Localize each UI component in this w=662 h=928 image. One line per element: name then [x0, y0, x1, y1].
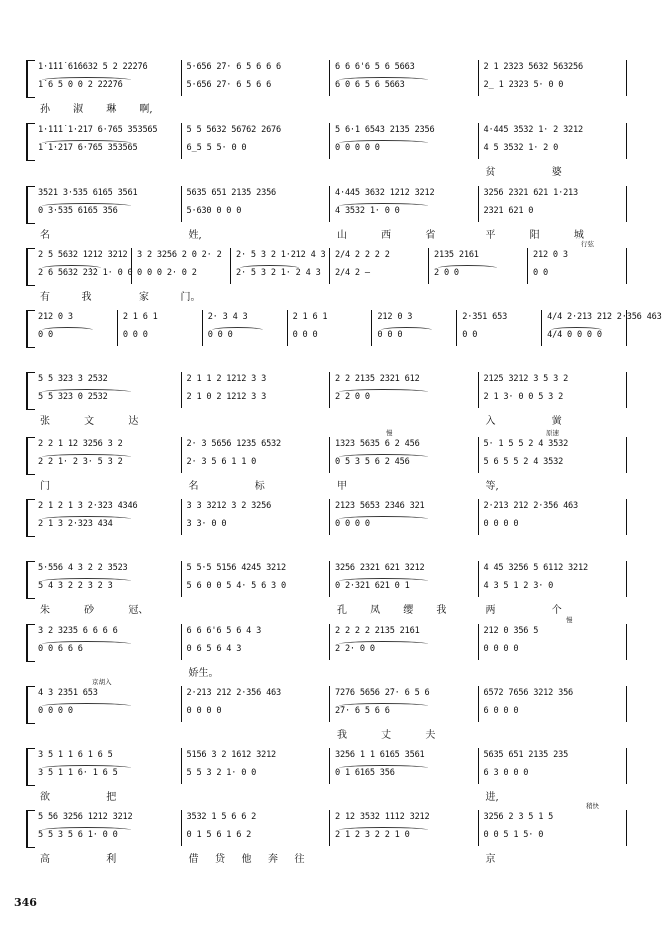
score-system	[26, 616, 634, 679]
measure-notes: 0 0	[462, 330, 478, 340]
measure-notes: 3532 1 5 6 6 2	[186, 812, 257, 822]
measure-notes: 0 1 5 6 1 6 2	[186, 830, 252, 840]
measure-notes: 2 1 2323 5632 563256	[483, 62, 583, 72]
accompaniment-line	[36, 330, 630, 346]
measure-notes: 1·1̇1̇1̇ 1·217 6·765 353565	[38, 125, 158, 135]
slur	[42, 765, 131, 771]
melody-line	[36, 374, 630, 390]
lyric-char: 进,	[485, 792, 499, 803]
measure-notes: 4/4 2·213 212 2·356 463	[547, 312, 662, 322]
system-brace	[26, 437, 35, 475]
lyrics-line	[36, 664, 630, 678]
score-system	[26, 310, 662, 364]
lyric-char: 阳	[529, 230, 540, 241]
slur	[339, 454, 428, 460]
lyric-char: 两	[485, 605, 496, 616]
lyric-char: 朱	[40, 605, 50, 616]
measure-notes: 2/4 2 2 2 2	[335, 250, 390, 260]
lyric-char: 甲	[337, 481, 347, 492]
measure-notes: 0 0 0 0	[186, 706, 222, 716]
lyrics-line	[36, 788, 630, 802]
melody-line	[36, 501, 630, 517]
lyric-char: 黉	[551, 416, 562, 427]
measure-notes: 5 5 3 5 6 1· 0 0	[38, 830, 118, 840]
measure-notes: 0 0 5 1 5· 0	[483, 830, 544, 840]
system-brace	[26, 186, 35, 224]
measure-notes: 2 1 1 2 1212 3 3	[186, 374, 267, 384]
measure-notes: 4 3 2351 653	[38, 688, 98, 698]
measure-notes: 212 0 3	[38, 312, 73, 322]
score-system	[26, 123, 634, 177]
measure-notes: 2 1 3 2·323 434	[38, 519, 113, 529]
score-system	[26, 186, 634, 240]
score-system	[26, 240, 634, 303]
lyric-char: 奔	[268, 854, 278, 865]
melody-line	[36, 688, 630, 704]
measure-notes: 5·656 2̇7· 6 5 6 6 6	[186, 62, 282, 72]
measure-notes: 2 12 3532 1112 3212	[335, 812, 430, 822]
measure-notes: 4 3 5 1 2 3· 0	[483, 581, 554, 591]
tempo-mark: 慢	[566, 616, 573, 624]
measure-notes: 5·630 0 0 0	[186, 206, 242, 216]
lyric-char: 入	[485, 416, 496, 427]
melody-line	[36, 188, 630, 204]
lyric-char: 砂	[84, 605, 95, 616]
system-brace	[26, 372, 35, 410]
measure-notes: 6 3 0 0 0	[483, 768, 529, 778]
measure-notes: 3521 3·535 6165 3561	[38, 188, 138, 198]
measure-notes: 2 2 2135 2321 612	[335, 374, 420, 384]
measure-notes: 0 0 0 0	[483, 519, 519, 529]
measure-notes: 2 2 1· 2 3· 5 3 2	[38, 457, 123, 467]
lyric-char: 凤	[370, 605, 381, 616]
lyric-char: 等,	[485, 481, 499, 492]
measure-notes: 0 0 6 6 6	[38, 644, 83, 654]
system-brace	[26, 248, 35, 286]
system-brace	[26, 499, 35, 537]
measure-notes: 1̇ 6 5 0 0 2 2̇2̇2̇7̇6	[38, 80, 123, 90]
lyrics-line	[36, 850, 630, 864]
lyric-char: 娇生。	[188, 668, 219, 679]
measure-notes: 2 1 2 3 2 2 1 0	[335, 830, 410, 840]
measure-notes: 2 1 6 1	[292, 312, 328, 322]
slur	[339, 140, 428, 146]
lyric-char: 达	[128, 416, 139, 427]
lyric-char: 他	[241, 854, 252, 865]
measure-notes: 2125 3212 3 5 3 2	[483, 374, 569, 384]
measure-notes: 0 0 0	[377, 330, 403, 340]
measure-notes: 6 0 6 5 6 5663	[335, 80, 405, 90]
measure-notes: 7276 5656 2̇7· 6 5 6	[335, 688, 430, 698]
lyric-char: 城	[573, 230, 584, 241]
tempo-mark: 慢	[386, 429, 393, 437]
measure-notes: 2 2 0 0	[335, 392, 370, 402]
measure-notes: 1·1̇1̇1̇ 6̇1̇6632 5 2 2̇2̇2̇7̇6	[38, 62, 148, 72]
measure-notes: 3 2 3256 2 0 2· 2	[137, 250, 222, 260]
slur	[339, 516, 428, 522]
lyric-char: 欲	[40, 792, 50, 803]
measure-notes: 6 6 6'6 5 6 4 3	[186, 626, 262, 636]
measure-notes: 2̇7· 6 5 6 6	[335, 706, 390, 716]
slur	[42, 703, 131, 709]
measure-notes: 3256 2321 621 1·213	[483, 188, 579, 198]
measure-notes: 0 3·535 6165 356	[38, 206, 118, 216]
measure-notes: 2 5 5632 1212 3212	[38, 250, 128, 260]
measure-notes: 5 6 0 0 5 4· 5 6 3 0	[186, 581, 286, 591]
measure-notes: 5 5 3 2 1· 0 0	[186, 768, 257, 778]
measure-notes: 2·213 212 2·356 463	[186, 688, 282, 698]
measure-notes: 3 3· 0 0	[186, 519, 227, 529]
slur	[42, 265, 101, 271]
slur	[42, 140, 131, 146]
score-system	[26, 60, 634, 114]
measure-notes: 3256 2321 621 3212	[335, 563, 425, 573]
lyric-char: 利	[106, 854, 117, 865]
measure-notes: 6 6 6'6 5 6 5663	[335, 62, 415, 72]
measure-notes: 5·656 2̇7· 6 5 6 6	[186, 80, 272, 90]
system-brace	[26, 624, 35, 662]
measure-notes: 2· 5 3 2 1· 2 4 3	[236, 268, 321, 278]
measure-notes: 0 0	[533, 268, 548, 278]
measure-notes: 2 2 1 12 3256 3 2	[38, 439, 123, 449]
score-system	[26, 372, 634, 426]
lyric-char: 标	[254, 481, 265, 492]
system-brace	[26, 686, 35, 724]
measure-notes: 0 1 6165 356	[335, 768, 395, 778]
measure-notes: 1̇ 1·217 6·765 353565	[38, 143, 138, 153]
melody-line	[36, 125, 630, 141]
melody-line	[36, 62, 630, 78]
melody-line	[36, 626, 630, 642]
lyric-char: 我	[436, 605, 447, 616]
measure-notes: 2 1 6 1	[122, 312, 158, 322]
page-number: 346	[14, 896, 37, 909]
measure-notes: 0 0 0 0	[335, 519, 370, 529]
measure-notes: 3 5 1 1 6 1 6 5	[38, 750, 113, 760]
measure-notes: 0 6 5 6 4 3	[186, 644, 242, 654]
slur	[240, 265, 299, 271]
lyric-char: 我	[81, 292, 92, 303]
lyric-char: 张	[40, 416, 50, 427]
score-system	[26, 678, 634, 741]
lyric-char: 山	[337, 230, 347, 241]
slur	[339, 203, 428, 209]
measure-notes: 4·445 3532 1· 2 3212	[483, 125, 583, 135]
measure-notes: 6 0 0 0	[483, 706, 519, 716]
lyric-char: 西	[381, 230, 392, 241]
score-system	[26, 429, 634, 492]
system-brace	[26, 310, 35, 348]
lyric-char: 姓,	[188, 230, 202, 241]
slur	[381, 327, 432, 333]
measure-notes: 1323 5635 6 2 456	[335, 439, 420, 449]
measure-notes: 0 0	[38, 330, 53, 340]
measure-notes: 5635 651 2135 2356	[186, 188, 277, 198]
lyric-char: 往	[294, 854, 305, 865]
melody-line	[36, 439, 630, 455]
measure-notes: 2· 3 4 3	[207, 312, 248, 322]
lyric-char: 夫	[425, 730, 436, 741]
slur	[42, 827, 131, 833]
lyric-char: 孙	[40, 104, 50, 115]
measure-notes: 5 56 3256 1212 3212	[38, 812, 133, 822]
measure-notes: 0 0 0	[292, 330, 318, 340]
measure-notes: 2123 5653 2346 321	[335, 501, 425, 511]
measure-notes: 0 0 0 0 0	[335, 143, 380, 153]
measure-notes: 2135 2161	[434, 250, 479, 260]
lyric-char: 贷	[215, 854, 225, 865]
lyric-char: 高	[40, 854, 50, 865]
measure-notes: 5· 1 5 5 2 4 3532	[483, 439, 569, 449]
slur	[339, 703, 428, 709]
lyric-char: 缨	[403, 605, 414, 616]
slur	[42, 516, 131, 522]
lyric-char: 省	[425, 230, 436, 241]
slur	[551, 327, 602, 333]
measure-notes: 4/4 0 0 0 0	[547, 330, 602, 340]
melody-line	[36, 312, 662, 328]
measure-notes: 212 0 3	[533, 250, 568, 260]
melody-line	[36, 750, 630, 766]
system-brace	[26, 123, 35, 161]
measure-notes: 2 6 5632 2̇3̇2 1· 0 0	[38, 268, 133, 278]
measure-notes: 2·213 212 2·356 463	[483, 501, 579, 511]
measure-notes: 5 5 323 0 2532	[38, 392, 108, 402]
slur	[339, 641, 428, 647]
slur	[42, 641, 131, 647]
measure-notes: 6̲5 5 5· 0 0	[186, 143, 247, 153]
measure-notes: 2 2 2 2 2135 2161	[335, 626, 420, 636]
lyrics-line	[36, 477, 630, 491]
slur	[42, 327, 93, 333]
measure-notes: 2· 3 5 6 1 1 0	[186, 457, 257, 467]
measure-notes: 4 3532 1· 0 0	[335, 206, 400, 216]
lyrics-line	[36, 100, 630, 114]
accompaniment-line	[36, 268, 630, 284]
measure-notes: 5156 3 2 1612 3212	[186, 750, 277, 760]
lyric-char: 京	[485, 854, 496, 865]
slur	[42, 77, 131, 83]
system-brace	[26, 748, 35, 786]
score-system	[26, 499, 634, 553]
measure-notes: 2· 3 5656 1235 6532	[186, 439, 282, 449]
measure-notes: 212 0 356 5	[483, 626, 539, 636]
lyric-char: 婆	[551, 167, 562, 178]
lyric-char: 我	[337, 730, 347, 741]
lyric-char: 有	[40, 292, 50, 303]
measure-notes: 5·556 4 3 2 2 3523	[38, 563, 128, 573]
slur	[438, 265, 497, 271]
score-system	[26, 802, 634, 865]
slur	[339, 578, 428, 584]
slur	[42, 389, 131, 395]
lyric-char: 借	[188, 854, 199, 865]
lyrics-line	[36, 163, 630, 177]
lyrics-line	[36, 226, 630, 240]
lyric-char: 淑	[73, 104, 84, 115]
measure-notes: 2 2· 0 0	[335, 644, 375, 654]
measure-notes: 2 1 0 2 1212 3 3	[186, 392, 267, 402]
lyric-char: 丈	[381, 730, 392, 741]
measure-notes: 3 5 1 1 6· 1 6 5	[38, 768, 118, 778]
measure-notes: 2· 5 3 2 1·212 4 3	[236, 250, 326, 260]
lyric-char: 啊,	[139, 104, 153, 115]
lyric-char: 家	[139, 292, 149, 303]
score-system	[26, 561, 634, 615]
measure-notes: 0 0 0 2· 0 2	[137, 268, 197, 278]
slur	[339, 765, 428, 771]
tempo-mark: 行弦	[581, 240, 594, 248]
slur	[339, 77, 428, 83]
lyric-char: 孔	[337, 605, 347, 616]
lyric-char: 贫	[485, 167, 496, 178]
slur	[42, 578, 131, 584]
lyric-char: 把	[106, 792, 117, 803]
measure-notes: 3 3 3212 3 2 3256	[186, 501, 272, 511]
lyric-char: 文	[84, 416, 95, 427]
measure-notes: 0 0 0 0	[38, 706, 73, 716]
measure-notes: 5 6·1 6543 2135 2356	[335, 125, 435, 135]
lyric-char: 冠、	[128, 605, 149, 616]
lyric-char: 名	[40, 230, 50, 241]
measure-notes: 2 1 3· 0 0 5 3 2	[483, 392, 564, 402]
system-brace	[26, 60, 35, 98]
measure-notes: 2̲ 1 2323 5· 0 0	[483, 80, 564, 90]
melody-line	[36, 812, 630, 828]
lyric-char: 门	[40, 481, 50, 492]
slur	[42, 454, 131, 460]
measure-notes: 6572 7656 3212 356	[483, 688, 574, 698]
measure-notes: 4 45 3256 5 6112 3212	[483, 563, 588, 573]
system-brace	[26, 561, 35, 599]
slur	[42, 203, 131, 209]
melody-line	[36, 250, 630, 266]
score-system	[26, 748, 634, 802]
melody-line	[36, 563, 630, 579]
lyric-char: 名	[188, 481, 199, 492]
lyrics-line	[36, 601, 630, 615]
measure-notes: 5 4 3 2 2 3 2 3	[38, 581, 113, 591]
measure-notes: 5 6 5 5 2 4 3532	[483, 457, 564, 467]
measure-notes: 5 5·5 5156 4245 3212	[186, 563, 286, 573]
measure-notes: 0 2·321 621 0 1	[335, 581, 410, 591]
measure-notes: 3 2 3235 6 6 6 6	[38, 626, 118, 636]
lyrics-line	[36, 288, 630, 302]
measure-notes: 3256 1 1 6165 3561	[335, 750, 425, 760]
measure-notes: 0 0 0 0	[483, 644, 519, 654]
measure-notes: 5635 651 2135 235	[483, 750, 569, 760]
lyric-char: 个	[551, 605, 562, 616]
slur	[212, 327, 263, 333]
tempo-mark: 原速	[546, 429, 559, 437]
lyric-char: 门。	[180, 292, 201, 303]
tempo-mark: 京胡入	[92, 678, 112, 686]
measure-notes: 0 0 0	[207, 330, 233, 340]
measure-notes: 2/4 2 —	[335, 268, 370, 278]
measure-notes: 212 0 3	[377, 312, 413, 322]
tempo-mark: 稍快	[586, 802, 599, 810]
lyrics-line	[36, 726, 630, 740]
slur	[339, 389, 428, 395]
measure-notes: 2 1 2 1 3 2·323 4346	[38, 501, 138, 511]
slur	[339, 827, 428, 833]
measure-notes: 5 5 5632 56762 2676	[186, 125, 282, 135]
measure-notes: 0 5 3 5 6 2 456	[335, 457, 410, 467]
measure-notes: 4 5 3532 1· 2 0	[483, 143, 559, 153]
measure-notes: 5 5 323 3 2532	[38, 374, 108, 384]
measure-notes: 3256 2 3 5 1 5	[483, 812, 554, 822]
measure-notes: 2321 621 0	[483, 206, 534, 216]
lyric-char: 平	[485, 230, 496, 241]
measure-notes: 2·351 653	[462, 312, 508, 322]
lyrics-line	[36, 412, 630, 426]
lyric-char: 琳	[106, 104, 117, 115]
system-brace	[26, 810, 35, 848]
measure-notes: 0 0 0	[122, 330, 148, 340]
measure-notes: 4·445 3632 1212 3212	[335, 188, 435, 198]
measure-notes: 2 0 0	[434, 268, 459, 278]
